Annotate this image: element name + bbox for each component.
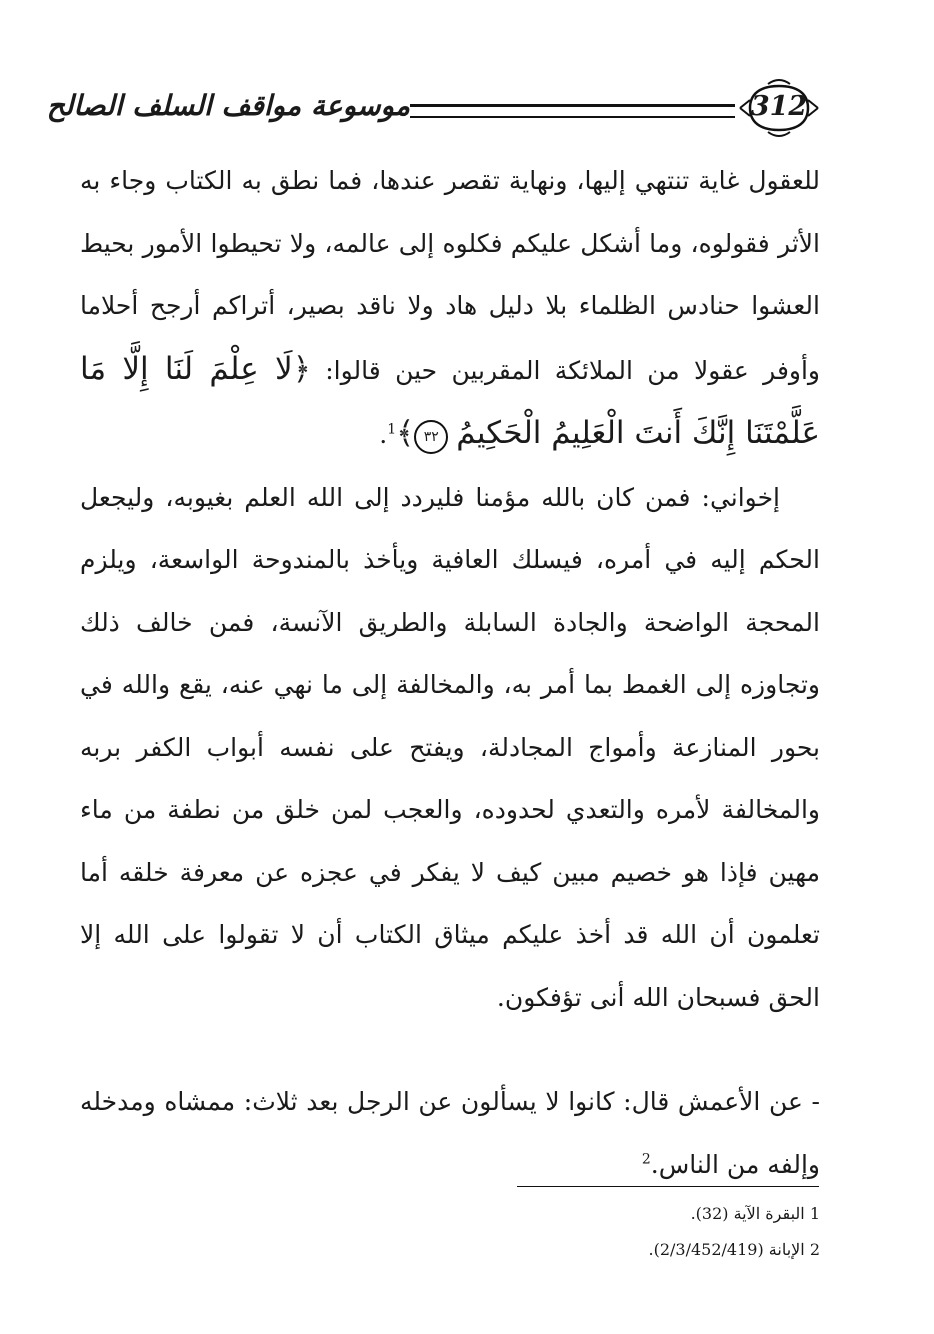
ayah-number-marker: ٣٢ xyxy=(414,420,448,454)
footnote-2 xyxy=(480,1232,820,1268)
quran-verse: ﴿لَا عِلْمَ لَنَا إِلَّا مَا عَلَّمْتَنَا إِنَّكَ أَنتَ الْعَلِيمُ الْحَكِيمُ xyxy=(80,350,820,451)
footnote-ref-2[interactable]: 2 xyxy=(641,1151,651,1168)
book-title: موسوعة مواقف السلف الصالح xyxy=(46,89,410,122)
footnotes xyxy=(480,1196,820,1268)
paragraph-1: للعقول غاية تنتهي إليها، ونهاية تقصر عندها، فما نطق به الكتاب وجاء به الأثر فقولوه، وما أشكل عليكم فكلوه إلى عالمه، ولا تحيطوا الأمور بحيط العشوا حنادس الظلماء بلا دليل هاد ولا ناقد بصير، أتراكم أرجح أحلاما وأوفر عقولا من الملائكة المقربين حين قالوا: ﴿لَا عِلْمَ لَنَا إِلَّا مَا عَلَّمْتَنَا إِنَّكَ أَنتَ الْعَلِيمُ الْحَكِيمُ ٣٢﴾$^1$. xyxy=(80,150,820,467)
paragraph-spacer xyxy=(80,1029,820,1071)
main-text xyxy=(80,150,820,1196)
page-number: 312 xyxy=(750,91,808,122)
footnote-1 xyxy=(480,1196,820,1232)
footnote-1-text: البقرة الآية (32). xyxy=(690,1204,805,1223)
paragraph-3-text: - عن الأعمش قال: كانوا لا يسألون عن الرجل بعد ثلاث: ممشاه ومدخله وإلفه من الناس. xyxy=(80,1087,820,1179)
footnote-2-number: 2 xyxy=(809,1240,820,1259)
header-rule xyxy=(410,104,735,118)
paragraph-3 xyxy=(80,1071,820,1196)
page-header xyxy=(46,78,820,144)
footnote-2-text: الإبانة (2/3/452/419). xyxy=(648,1240,805,1259)
paragraph-1-text: للعقول غاية تنتهي إليها، ونهاية تقصر عندها، فما نطق به الكتاب وجاء به الأثر فقولوه، وما أشكل عليكم فكلوه إلى عالمه، ولا تحيطوا الأمور بحيط العشوا حنادس الظلماء بلا دليل هاد ولا ناقد بصير، أتراكم أرجح أحلاما وأوفر عقولا من الملائكة المقربين حين قالوا: xyxy=(80,166,820,385)
footnote-separator xyxy=(517,1186,819,1187)
page-number-badge xyxy=(738,78,820,138)
verse-close-bracket: ﴾ xyxy=(396,415,415,451)
paragraph-2: إخواني: فمن كان بالله مؤمنا فليردد إلى الله العلم بغيوبه، وليجعل الحكم إليه في أمره، فيسلك العافية ويأخذ بالمندوحة الواسعة، ويلزم المحجة الواضحة والجادة السابلة والطريق الآنسة، فمن خالف ذلك وتجاوزه إلى الغمط بما أمر به، والمخالفة إلى ما نهي عنه، يقع والله في بحور المنازعة وأمواج المجادلة، ويفتح على نفسه أبواب الكفر بربه والمخالفة لأمره والتعدي لحدوده، والعجب لمن خلق من نطفة من ماء مهين فإذا هو خصيم مبين كيف لا يفكر في عجزه عن معرفة خلقه أما تعلمون أن الله قد أخذ عليكم ميثاق الكتاب أن لا تقولوا على الله إلا الحق فسبحان الله أنى تؤفكون. xyxy=(80,482,820,1012)
footnote-1-number: 1 xyxy=(809,1204,820,1223)
footnote-ref-1[interactable]: 1 xyxy=(387,421,397,438)
